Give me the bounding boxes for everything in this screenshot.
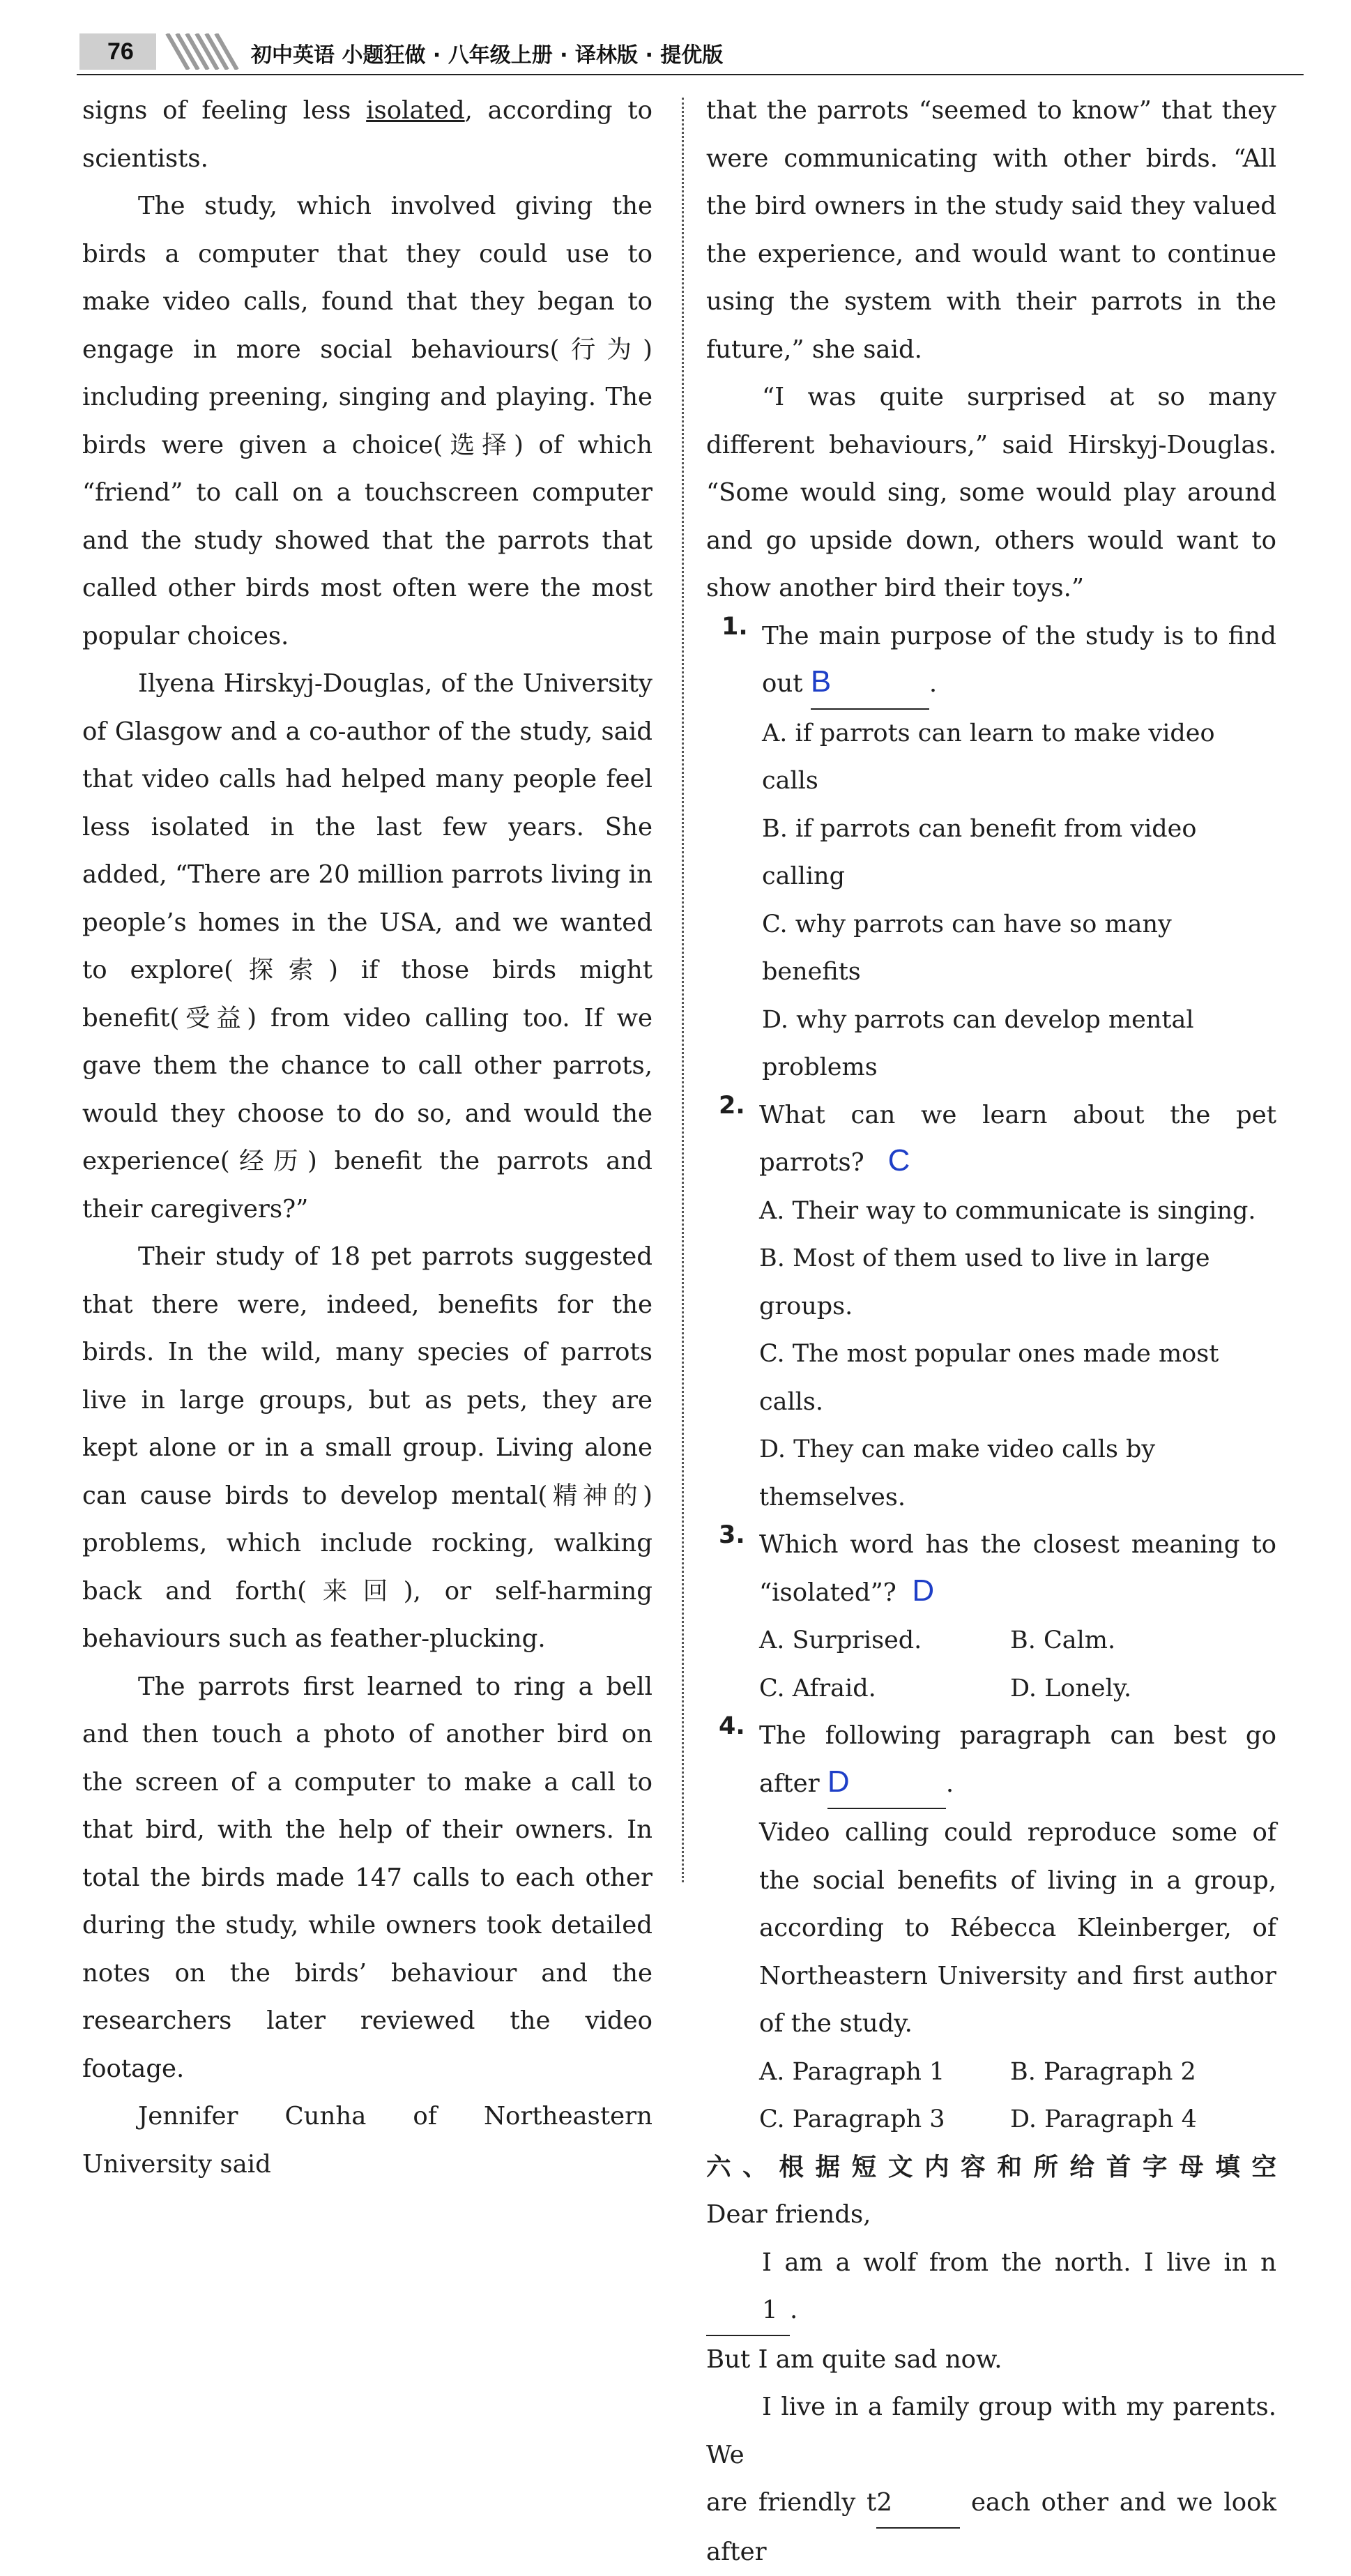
paragraph: “I was quite surprised at so many different behaviours,” said Hirskyj-Douglas. “Some would sing, some would play around and go upside down, others would want to show another bird their toys.” [706,383,1276,602]
option: D. Lonely. [1010,1674,1132,1702]
question-number: 2. [719,1091,745,1120]
column-divider [682,98,684,1882]
paragraph: that the parrots “seemed to know” that they were communicating with other birds. “All the bird owners in the study said they valued the experience, and would want to continue using the system with their parrots in the future,” she said. [706,96,1276,364]
option: D. They can make video calls by themselves. [759,1435,1156,1511]
option: B. Paragraph 2 [1010,2057,1196,2086]
question-3: 3. Which word has the closest meaning to “isolated”? D [719,1521,1276,1608]
page-header [77,26,1304,75]
option: B. if parrots can benefit from video calling [762,814,1197,890]
paragraph: Their study of 18 pet parrots suggested that there were, indeed, benefits for the birds. In the wild, many species of parrots live in large groups, but as pets, they are kept alone or in a small group. Living alone can cause birds to develop mental(精神的) problems, which include rocking, walking back and forth(来回), or self-harming behaviours such as feather-plucking. [82,1242,652,1653]
paragraph: The parrots first learned to ring a bell and then touch a photo of another bird on the screen of a computer to make a call to that bird, with the help of their owners. In total the birds made 147 calls to each other during the study, while owners took detailed notes on the birds’ behaviour and the researchers later reviewed the video footage. [82,1672,652,2083]
cloze-line: are friendly t2 each other and we look after [706,2479,1276,2576]
question-stem: Which word has the closest meaning to [759,1530,1276,1559]
question-stem: The main purpose of the study is to find [762,621,1276,650]
left-column [82,87,652,2188]
handwritten-answer: B [810,664,832,699]
handwritten-answer: D [912,1573,935,1608]
section-title: 六、根据短文内容和所给首字母填空 [706,2152,1276,2181]
option: C. The most popular ones made most calls. [759,1340,1219,1416]
option: D. Paragraph 4 [1010,2105,1197,2133]
option: A. Surprised. [759,1626,922,1654]
option-row [706,1665,1276,1713]
paragraph: The study, which involved giving the birds a computer that they could use to make video calls, found that they began to engage in more social behaviours(行为) including preening, singing and playing. The birds were given a choice(选择) of which “friend” to call on a touchscreen computer and the study showed that the parrots that called other birds most often were the most popular choices. [82,192,652,650]
paragraph: signs of feeling less isolated, according to scientists. [82,96,652,173]
cloze-blank-1[interactable]: 1 [706,2287,790,2336]
answer-blank[interactable] [811,660,929,710]
option: C. why parrots can have so many benefits [762,910,1172,986]
option: A. Paragraph 1 [759,2057,945,2086]
question-number: 4. [719,1712,745,1740]
cloze-line: But I am quite sad now. [706,2345,1002,2374]
question-number: 3. [719,1521,745,1549]
option-row [706,2096,1276,2144]
option-row [706,2048,1276,2096]
question-number: 1. [722,612,748,641]
book-title: 初中英语 小题狂做 · 八年级上册 · 译林版 · 提优版 [251,43,724,68]
right-column [706,87,1276,2576]
cloze-blank-2[interactable]: 2 [876,2479,960,2529]
cloze-line: I live in a family group with my parents. We [706,2393,1276,2469]
option: A. Their way to communicate is singing. [759,1196,1256,1225]
option-row [706,1617,1276,1665]
handwritten-answer: C [887,1143,910,1178]
question-1: 1. The main purpose of the study is to find out B . [762,613,1276,710]
question-stem: What can we learn about the pet parrots? [759,1100,1276,1177]
handwritten-answer: D [827,1764,850,1799]
greeting: Dear friends, [706,2200,871,2229]
paragraph: Jennifer Cunha of Northeastern University said [82,2102,652,2179]
option: C. Afraid. [759,1674,876,1702]
page-number: 76 [79,33,156,70]
question-2 [719,1091,1276,1187]
quoted-paragraph: Video calling could reproduce some of the social benefits of living in a group, according to Rébecca Kleinberger, of Northeastern University and first author of the study. [759,1818,1276,2038]
option: B. Most of them used to live in large groups. [759,1244,1210,1320]
option: D. why parrots can develop mental problems [762,1005,1194,1081]
answer-blank[interactable] [827,1760,946,1810]
paragraph: Ilyena Hirskyj-Douglas, of the University of Glasgow and a co-author of the study, said that video calls had helped many people feel less isolated in the last few years. She added, “There are 20 million parrots living in people’s homes in the USA, and we wanted to explore(探索) if those birds might benefit(受益) from video calling too. If we gave them the chance to call other parrots, would they choose to do so, and would the experience(经历) benefit the parrots and their caregivers?” [82,669,652,1224]
cloze-line: I am a wolf from the north. I live in n1 . [706,2239,1276,2336]
underlined-word: isolated [366,96,465,125]
option: B. Calm. [1010,1626,1116,1654]
question-stem: The following paragraph can best go [759,1721,1276,1750]
option: C. Paragraph 3 [759,2105,945,2133]
question-4: 4. The following paragraph can best go after D . Video calling could reproduce some of the social benefits of living in a group, according to Rébecca Kleinberger, of Northeastern University and first author of the study. [759,1712,1276,2048]
option: A. if parrots can learn to make video calls [762,719,1215,795]
